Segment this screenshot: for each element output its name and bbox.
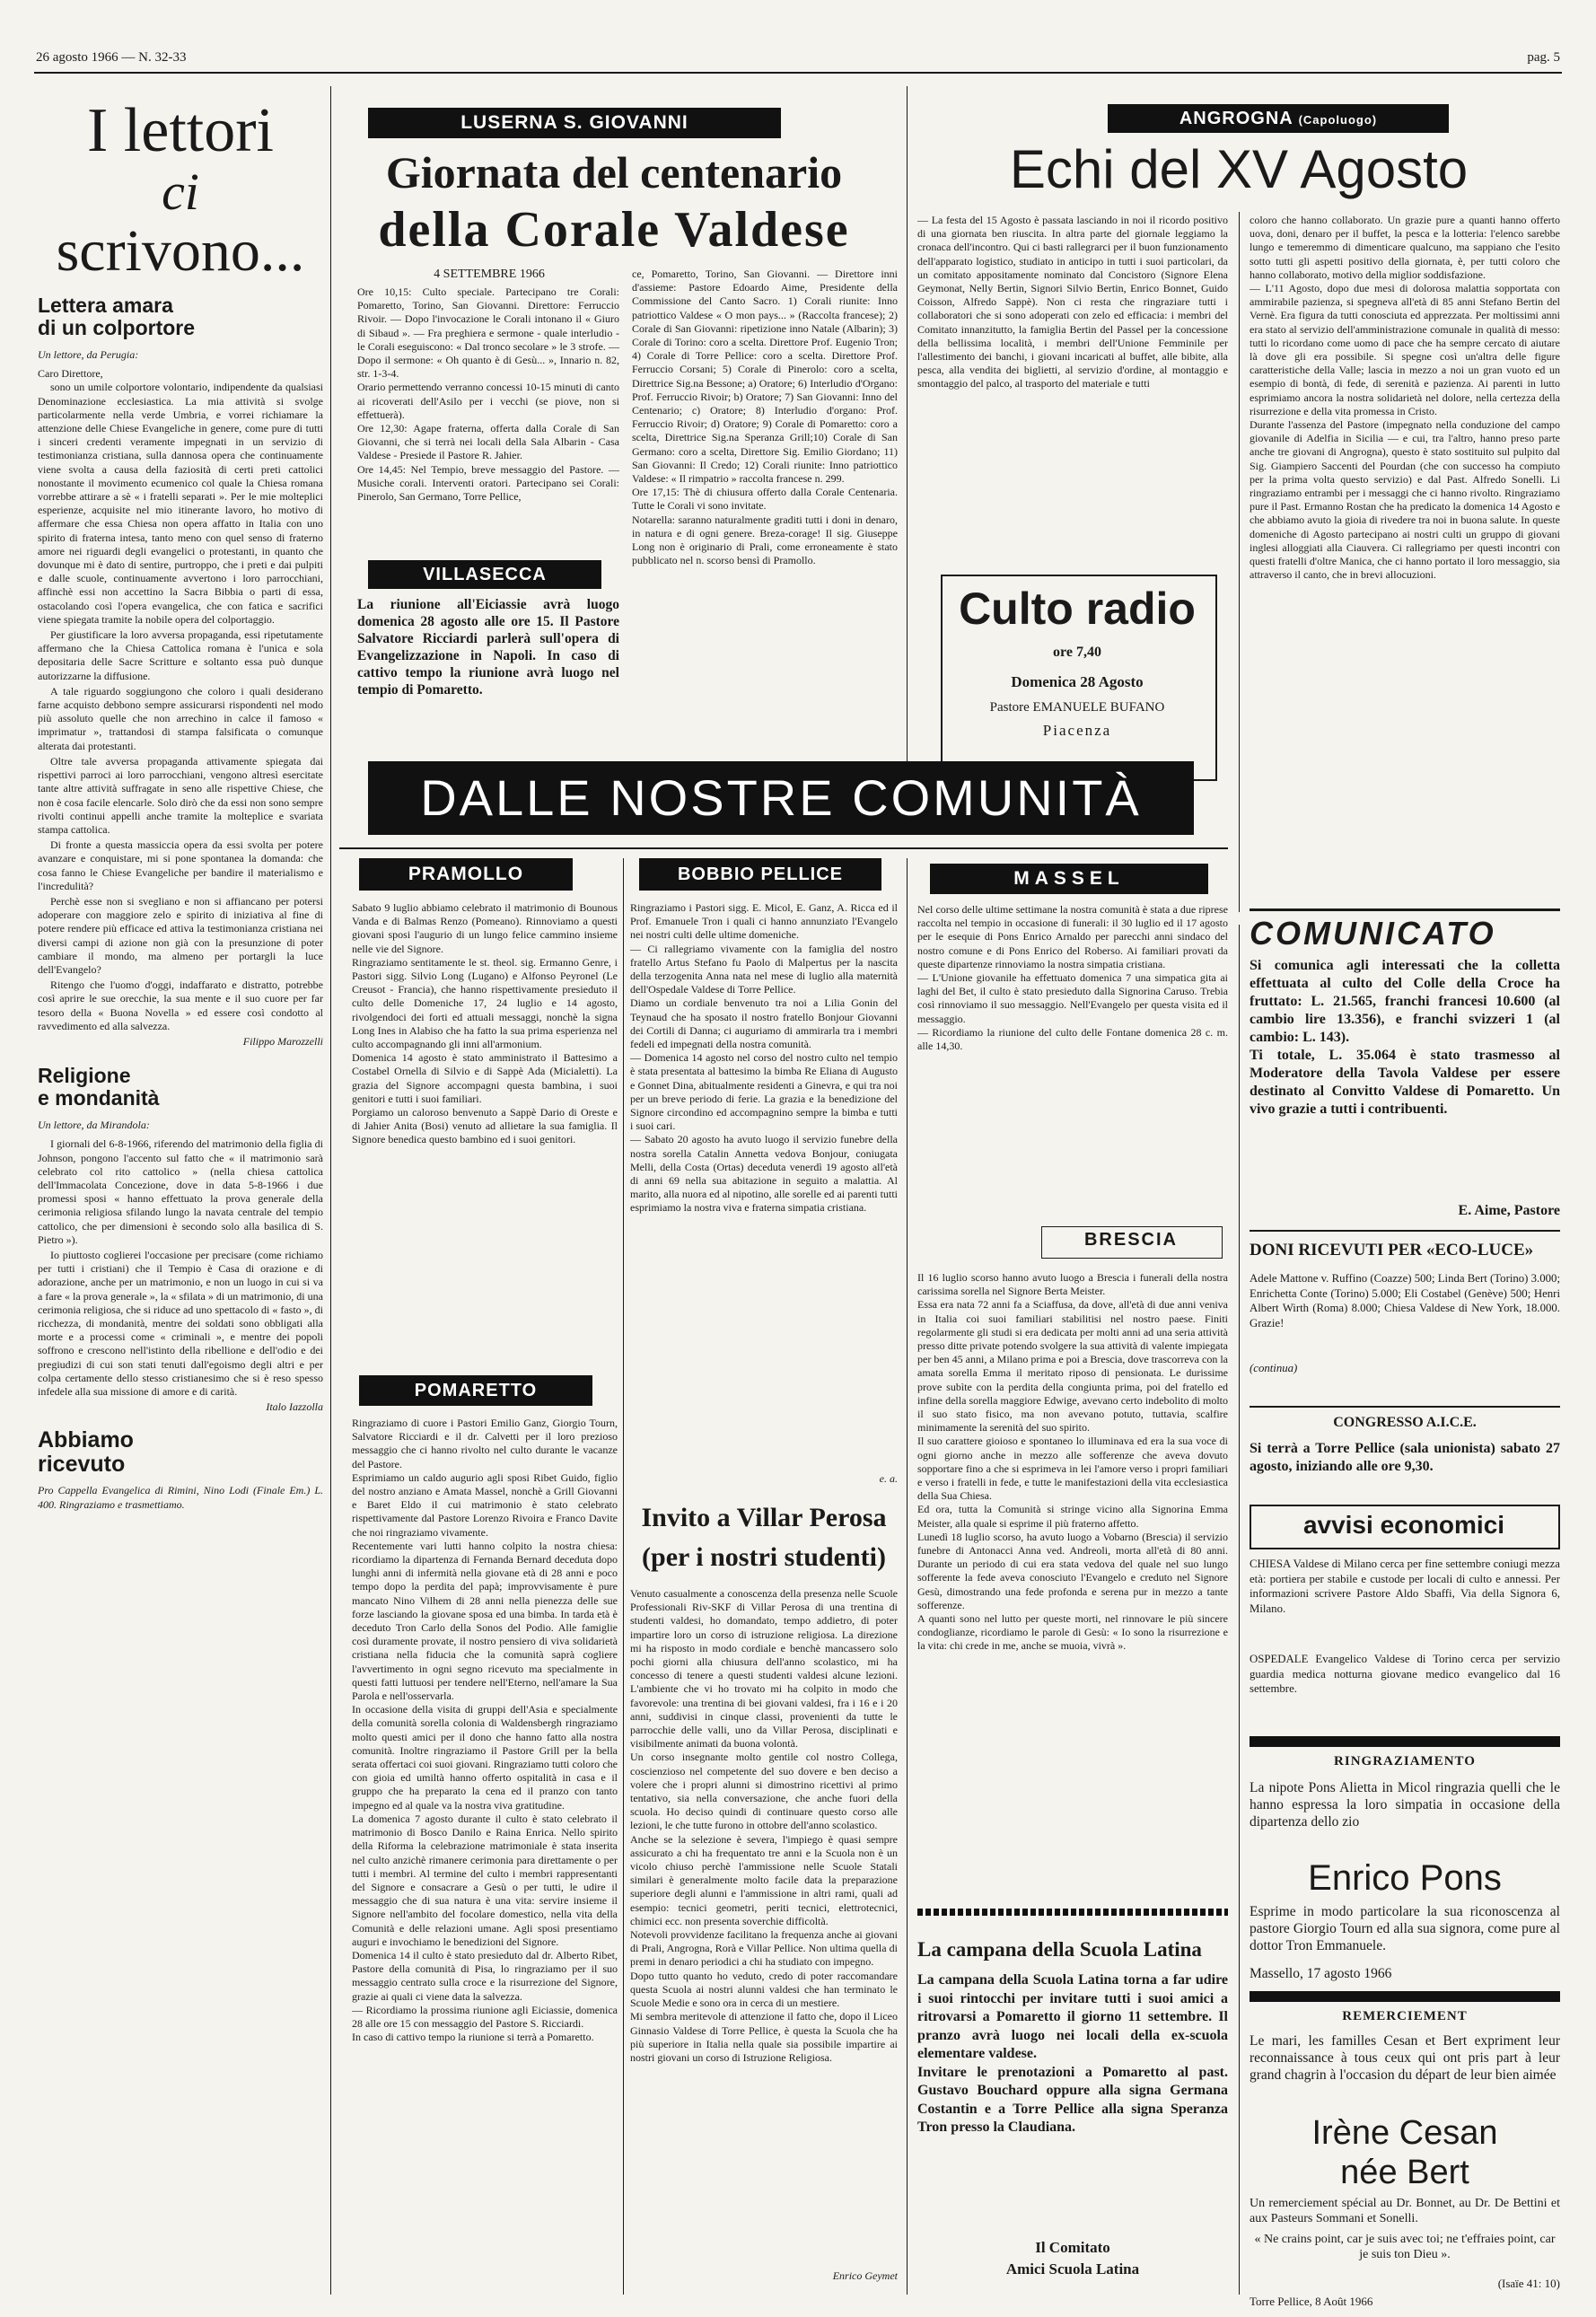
letter1-heading-1: Lettera amara	[38, 294, 173, 317]
villasecca-tag: VILLASECCA	[368, 560, 601, 589]
campana-sign-1: Il Comitato	[1035, 2239, 1110, 2256]
congresso-title: CONGRESSO A.I.C.E.	[1333, 1415, 1477, 1430]
invito-title-1: Invito a Villar Perosa	[641, 1503, 887, 1532]
letter2-body: I giornali del 6-8-1966, riferendo del matrimonio della figlia di Johnson, pongono l'accento sul fatto che « il matrimonio sarà celebrato col rito cattolico » (nella chiesa cattolica dell'Immacolata Concezione, dove in data 5-8-1966 i due promessi sposi « hanno effettuato la prova generale della cerimonia religiosa sfilando lungo la navata centrale del tempio cattolico, che per dimensioni è secondo solo alla basilica di S. Pietro »). Io piuttosto coglierei l'occasione per precisare (come richiamo per tutti i cristiani) che il Tempio è Casa di orazione e di adorazione, anche per un matrimonio, e non un luogo in cui si va a fare « la prova generale », la « sfilata » di un matrimonio, di una cerimonia religiosa, che si riduce ad uno spettacolo di « fasto », di ricchezza, di mondanità, mentre dei soldati sono obbligati alla morte e a processi come « criminali », e mentre dei popoli soffrono e crescono nell'istinto della ribellione e dell'odio e dei pregiudizi di cui son stati tenuti dall'egoismo degli altri e per colpa certamente dello stesso cristianesimo che si è reso spesso infedele alla sua missione di amore e di carità.	[38, 1137, 323, 1399]
remerciement-body-2: Un remerciement spécial au Dr. Bonnet, au Dr. De Bettini et aux Pasteurs Sommani et Sonelli.	[1250, 2197, 1560, 2225]
luserna-title-2: della Corale Valdese	[378, 202, 850, 258]
received-heading-1: Abbiamo	[38, 1427, 134, 1453]
invito-sign: Enrico Geymet	[832, 2269, 898, 2282]
avvisi-item-2: OSPEDALE Evangelico Valdese di Torino cerca per servizio guardia medica notturna giovane medico evangelico dal 16 settembre.	[1250, 1653, 1560, 1696]
letter2-heading-1: Religione	[38, 1064, 131, 1088]
letter1-body: sono un umile colportore volontario, indipendente da qualsiasi Denominazione ecclesiastica. La mia attività si svolge particolarmente nella verde Umbria, e vorrei richiamare la attenzione delle Chiese Evangeliche in genere, come pure di tutti i sinceri credenti veramente impegnati in un servizio di testimonianza cristiana, sulla dannosa opera che continuamente viene svolta a causa della faziosità di certi preti cattolici nonostante il movimento ecumenico col quale la Chiesa romana vorrebbe attirare a sè « i fratelli separati ». Per le mie molteplici esperienze, acquisite nel mio itinerante lavoro, ho motivo di affermare che essa Chiesa non opera affatto in Italia con uno spirito di fraterna intesa, tanto meno con quel senso di fraterno amore nei riguardi degli evangelici o protestanti, in quanto che dovunque mi è dato di sentire, purtroppo, che i preti e dai pulpiti e dalle scuole, continuamente avvertono i loro parrocchiani, affinchè essi non accettino la Sacra Bibbia o parti di essa, ostacolando così l'opera evangelica, che con fatica e sacrifici viene spiegata tramite la nobile opera del colportaggio. Per giustificare la loro avversa propaganda, essi ripetutamente affermano che la Chiesa Cattolica romana è l'unica e sola depositaria delle Sacre Scritture e soltanto essa può dunque autorizzarne la diffusione. A tale riguardo soggiungono che coloro i quali desiderano farne acquisto debbono sempre assicurarsi rispondenti nel modo più assoluto quelle che non arrechino in calce il famoso « imprimatur », trattandosi di stampa falsificata o comunque alterata dai protestanti. Oltre tale avversa propaganda attivamente spiegata dai rispettivi parroci ai loro parrocchiani, vengono altresì esercitate tante altre attività suffragate in seno alle rispettive Chiese, che non è cosa facile elencarle. Solo dirò che da essi non sono sempre rivolti continui appelli anche tramite la molteplice e svariata stampa cattolica. Di fronte a questa massiccia opera da essi svolta per potere avanzare e conquistare, mi si pone spontanea la domanda: che cosa fanno le Chiese Evangeliche per bandire il materialismo e l'incredulità? Perchè esse non si svegliano e non si affiancano per potersi adoperare con maggiore zelo e spirito di iniziativa al fine di potere rendere più efficace ed attiva la testimonianza cristiana nei diversi campi di azione non già con la presunzione di poter cambiare il mondo, ma almeno per portargli la luce dell'Evangelo? Ritengo che l'uomo d'oggi, indaffarato e distratto, potrebbe così aprire le sue orecchie, la sua mente e il suo cuore per far tesoro della « Buona Novella » ed essere così condotto al ravvedimento ed alla salvezza.	[38, 381, 323, 1032]
luserna-col-a: Ore 10,15: Culto speciale. Partecipano tre Corali: Pomaretto, Torino, San Giovanni. Direttore: Ferruccio Rivoir. — Dopo l'invocazione le Corali intonano il « Giuro di Sibaud ». — Fra preghiera e sermone - quale interludio - le Corali eseguiscono: « Dal tronco secolare » le 3 strofe. — Dopo il sermone: « Oh quanto è di Gesù... », Innario n. 82, str. 1-3-4. Orario permettendo verranno concessi 10-15 minuti di canto ai ricoverati dell'Asilo per i vecchi (se piove, non si effettuerà). Ore 12,30: Agape fraterna, offerta dalla Corale di San Giovanni, che si terrà nei locali della Sala Albarin - Casa Valdese - Presiede il Pastore R. Jahier. Ore 14,45: Nel Tempio, breve messaggio del Pastore. — Musiche corali. Interventi oratori. Partecipano sei Corali: Pinerolo, San Germano, Torre Pellice,	[357, 285, 619, 504]
letters-title-2: ci	[162, 162, 199, 221]
massel-tag: MASSEL	[930, 864, 1208, 894]
ringraziamento-title: RINGRAZIAMENTO	[1334, 1754, 1476, 1768]
pomaretto-tag: POMARETTO	[359, 1375, 592, 1406]
campana-sign-2: Amici Scuola Latina	[1005, 2260, 1140, 2278]
avvisi-item-1: CHIESA Valdese di Milano cerca per fine settembre coniugi mezza età: portiera per stabile e custode per locali di culto e annessi. Per informazioni scrivere Pastore Aldo Sbaffi, Via della Signora 6, Milano.	[1250, 1558, 1560, 1615]
comunicato-body: Si comunica agli interessati che la colletta effettuata al culto del Colle della Croce ha fruttato: L. 21.565, franchi francesi 10.600 (al cambio lire 13.356), e franchi svizzeri 1 (al cambio: L. 143). Ti totale, L. 35.064 è stato trasmesso al Moderatore della Tavola Valdese per essere destinato al Convitto Valdese di Pomaretto. Un vivo grazie a tutti i contribuenti.	[1250, 958, 1560, 1117]
angrogna-title: Echi del XV Agosto	[1009, 139, 1469, 199]
letter1-from: Un lettore, da Perugia:	[38, 348, 139, 361]
remerciement-quote: « Ne crains point, car je suis avec toi; ne t'effraies point, car je suis ton Dieu ».	[1254, 2233, 1556, 2261]
letter1-signature: Filippo Marozzelli	[242, 1034, 323, 1048]
bobbio-tag: BOBBIO PELLICE	[639, 858, 881, 891]
angrogna-col-b: coloro che hanno collaborato. Un grazie pure a quanti hanno offerto uova, doni, denaro per il buffet, la pesca e la lotteria: l'elenco sarebbe lungo e temeremmo di dimenticare qualcuno, ma sappiano che l'esito sotto tutti gli aspetti positivo della giornata, è, per tutti coloro che hanno collaborato, motivo della miglior soddisfazione. — L'11 Agosto, dopo due mesi di dolorosa malattia sopportata con ammirabile pazienza, si spegneva all'età di 85 anni Stefano Bertin del Vernè. Era figura da tutti conosciuta ed apprezzata. Per moltissimi anni era stato al servizio dell'amministrazione comunale in qualità di messo: tutti lo ricordano come uomo di pace che ha sempre cercato di aiutare là dove gli era possibile. Si spegne così un'altra delle figure caratteristiche della Valle; lascia in mezzo a noi un gran vuoto ed un esempio di bontà, di fede, di serenità e pazienza. Ai parenti in lutto esprimiamo ancora la nostra solidarietà nel dolore, nella certezza della risurrezione e della vita promessa in Cristo. Durante l'assenza del Pastore (impegnato nella conduzione del campo giovanile di Adelfia in Sicilia — e cui, tra l'altro, hanno preso parte anche tre giovani di Angrogna), questo è stato sostituito sul pulpito dal Sig. Giampiero Saccenti del Pourdan (che con successo ha compiuto per la prima volta questo servizio) e dal Past. Alfredo Sonelli. Li ringraziamo entrambi per i messaggi che ci hanno rivolto. Ringraziamo pure il Past. Ermanno Rostan che ha predicato la domenica 14 Agosto e che abbiamo avuto la gioia di rivedere tra noi in buona salute. In queste domeniche di Agosto partecipano ai nostri culti un gruppo di giovani inglesi alloggiati alla Ciauvera. Ci rallegriamo per questi incontri con questi fratelli d'oltre Manica, che ci hanno portato il loro messaggio, sia attraverso il canto, che in brevi allocuzioni.	[1250, 214, 1560, 582]
remerciement-name-2: née Bert	[1340, 2154, 1469, 2191]
congresso-body: Si terrà a Torre Pellice (sala unionista) sabato 27 agosto, iniziando alle ore 9,30.	[1250, 1441, 1560, 1474]
pramollo-tag: PRAMOLLO	[359, 858, 573, 891]
angrogna-tag-text: ANGROGNA	[1179, 109, 1293, 128]
doni-body: Adele Mattone v. Ruffino (Coazze) 500; Linda Bert (Torino) 3.000; Enrichetta Conte (Torino) 5.000; Eli Costabel (Genève) 500; Henri Albert Wirth (Roma) 8.000; Chiesa Valdese di New York, 18.000. Grazie!	[1250, 1272, 1560, 1330]
comunicato-title: COMUNICATO	[1250, 915, 1496, 952]
angrogna-col-a: — La festa del 15 Agosto è passata lasciando in noi il ricordo positivo di una giornata ben riuscita. In altra parte del giornale leggiamo la cronaca dell'incontro. Qui ci basti rallegrarci per il buon funzionamento dell'apparato logistico, studiato in anticipo in tutti i suoi particolari, da un comitato appositamente nominato dal Concistoro (Signore Elena Geymonat, Nelly Bertin, Signori Silvio Bertin, Enrico Bonnet, Guido Coisson, Alfredo Sappè). Non ci resta che ringraziare tutti i collaboratori che si sono adoperati con zelo ed efficacia: i membri del Comitato innanzitutto, la famiglia Bertin del Passel per la concessione della bellissima località, i membri dell'Unione Femminile per l'allestimento dei banchi, i giovani incaricati al buffet, alle bibite, alla pesca, alla vendita dei biglietti, al servizio d'ordine, al montaggio e smontaggio del palco, al trasporto del materiale e tutti	[917, 214, 1228, 391]
luserna-tag: LUSERNA S. GIOVANNI	[368, 108, 781, 138]
column-divider	[330, 86, 331, 2295]
pramollo-body: Sabato 9 luglio abbiamo celebrato il matrimonio di Bounous Vanda e di Balmas Renzo (Pomeano). Rinnoviamo a questi giovani sposi l'augurio di un lungo felice cammino insieme nelle vie del Signore. Ringraziamo sentitamente le st. theol. sig. Ermanno Genre, i Pastori sigg. Silvio Long (Lugano) e Alfonso Peyronel (Le Creusot - Francia), che hanno rispettivamente presieduto il culto delle Domeniche 17, 24 luglio e 14 agosto, rivolgendoci dei forti ed attuali messaggi, nonchè la signa Long Ines in Alabiso che ha fatto la sua prima esperienza nel culto accompagnando gli inni all'armonium. Domenica 14 agosto è stato amministrato il Battesimo a Costabel Ornella di Silvio e di Sappè Ada (Micialetti). La grazia del Signore accompagni questa bambina, i suoi genitori e tutti i suoi familiari. Porgiamo un caloroso benvenuto a Sappè Dario di Oreste e di Jahier Anita (Bosi) venuto ad allietare la sua famiglia. Il Signore benedica questo bambino ed i suoi genitori.	[352, 901, 618, 1146]
luserna-title-1: Giornata del centenario	[385, 147, 843, 197]
doni-cont: (continua)	[1250, 1362, 1298, 1374]
invito-title-2: (per i nostri studenti)	[642, 1542, 886, 1572]
column-divider	[1239, 925, 1240, 2295]
received-heading-2: ricevuto	[38, 1452, 126, 1478]
villasecca-body: La riunione all'Eiciassie avrà luogo domenica 28 agosto alle ore 15. Il Pastore Salvatore Ricciardi parlerà sull'opera di Evangelizzazione in Napoli. In caso di cattivo tempo la riunione avrà luogo nel tempio di Pomaretto.	[357, 597, 619, 698]
massel-body: Nel corso delle ultime settimane la nostra comunità è stata a due riprese raccolta nel tempio in occasione di funerali: il 30 luglio ed il 17 agosto per le esequie di Pons Enrico Arnaldo per parecchi anni sindaco del nostro comune e di Pons Enrico del Roberso. Ai familiari provati da queste dipartenze rinnoviamo la nostra simpatia cristiana. — L'Unione giovanile ha effettuato domenica 7 una simpatica gita ai laghi del Bet, il culto è stato presieduto dalla Signorina Caruso. Trebia così rinnoviamo il suo messaggio. Nell'Evangelo per questa visita ed il messaggio. — Ricordiamo la riunione del culto delle Fontane domenica 28 c. m. alle 14,30.	[917, 903, 1228, 1053]
culto-radio-title: Culto radio	[959, 584, 1196, 634]
letters-title-1: I lettori	[87, 97, 274, 165]
brescia-tag: BRESCIA	[1083, 1230, 1178, 1250]
remerciement-place: Torre Pellice, 8 Août 1966	[1250, 2295, 1373, 2308]
comunicato-rule	[1250, 908, 1560, 911]
congresso-rule	[1250, 1406, 1560, 1408]
remerciement-body: Le mari, les familles Cesan et Bert expriment leur reconnaissance à tous ceux qui ont pris part à leur grand chagrin à l'occasion du départ de leur bien aimée	[1250, 2033, 1560, 2083]
column-divider	[907, 858, 908, 2295]
luserna-dateline: 4 SETTEMBRE 1966	[434, 268, 545, 281]
column-divider	[907, 86, 908, 768]
campana-rule	[917, 1909, 1228, 1916]
comunicato-sign: E. Aime, Pastore	[1458, 1203, 1560, 1218]
letter1-salute: Caro Direttore,	[38, 367, 103, 381]
culto-radio-city: Piacenza	[1042, 722, 1112, 739]
culto-radio-date: Domenica 28 Agosto	[1011, 673, 1144, 690]
column-divider	[1239, 212, 1240, 912]
divider-bar	[1250, 1736, 1560, 1747]
pomaretto-body: Ringraziamo di cuore i Pastori Emilio Ganz, Giorgio Tourn, Salvatore Ricciardi e il dr. Calvetti per il loro prezioso messaggio che ci hanno rivolto nel culto durante le vacanze del Pastore. Esprimiamo un caldo augurio agli sposi Ribet Guido, figlio del nostro anziano e Amata Massel, nonchè a Grill Giovanni e Baret Eldo il cui matrimonio è stato celebrato rispettivamente dal Pastore Lorenzo Rivoira e Franco Davite che noi ringraziamo vivamente. Recentemente vari lutti hanno colpito la nostra chiesa: ricordiamo la dipartenza di Fernanda Bernard deceduta dopo lunghi anni di infermità nella giovane età di 28 anni e poco tempo dopo la perdita del papà; improvvisamente è pure mancato Nino Vilhem di 28 anni nella pienezza delle sue forze lasciando la giovane sposa ed una bimba. In tarda età è deceduto Tron Carlo della Sonos del Podio. Alle famiglie così duramente provate, il nostro pensiero di viva solidarietà cristiana nella fiducia che la comunità saprà cogliere l'avvertimento in ogni segno ricevuto ma specialmente in questi fatti luttuosi per tendere nell'Eterno, nell'amare la Sua Parola e nell'osservarla. In occasione della visita di gruppi dell'Asia e specialmente della comunità sorella colonia di Waldensbergh ringraziamo molto questi amici per il dono che hanno fatto alla nostra comunità. Inoltre ringraziamo il Pastore Grill per la bella serata offertaci coi suoi giovani. Ringraziamo tutti coloro che con gioia ed umiltà hanno offerto ospitalità in casa e il gruppo che ha preparato la cena ed il pranzo con tanto impegno ed al quale va la nostra viva gratitudine. La domenica 7 agosto durante il culto è stato celebrato il matrimonio di Bosco Danilo e Raina Enrica. Nello spirito della Riforma la celebrazione matrimoniale è stata inserita nel culto anzichè rimanere cerimonia para direttamente o per tutti i membri. Al termine del culto i membri rappresentanti del Signore e consacrare a Gesù o per tutti, le udire il messaggio che di sua natura è una vita: servire insieme il Signore nell'ambito del focolare domestico, nella vita della Comunità e delle relazioni umane. Agli sposi presentiamo auguri e invochiamo le benedizioni del Signore. Domenica 14 il culto è stato presieduto dal dr. Alberto Ribet, Pastore della comunità di Pisa, lo ringraziamo per il suo messaggio centrato sulla croce e la risurrezione del Signore, grazie ai quali ci viene data la salvezza. — Ricordiamo la prossima riunione agli Eiciassie, domenica 28 alle ore 15 con messaggio del Pastore S. Ricciardi. In caso di cattivo tempo la riunione si terrà a Pomaretto.	[352, 1417, 618, 2044]
header-rule	[34, 72, 1562, 74]
letter2-from: Un lettore, da Mirandola:	[38, 1119, 150, 1132]
column-divider	[623, 858, 624, 2295]
doni-rule	[1250, 1230, 1560, 1232]
doni-title: DONI RICEVUTI PER «ECO-LUCE»	[1250, 1241, 1534, 1259]
letters-column	[38, 97, 323, 2296]
remerciement-title: REMERCIEMENT	[1342, 2009, 1468, 2023]
remerciement-name-1: Irène Cesan	[1311, 2114, 1498, 2152]
issue-date: 26 agosto 1966 — N. 32-33	[36, 50, 187, 65]
invito-body: Venuto casualmente a conoscenza della presenza nelle Scuole Professionali Riv-SKF di Villar Perosa di una trentina di studenti valdesi, ho domandato, tempo addietro, di poter impartire loro un corso di istruzione religiosa. La direzione mi ha risposto in modo cordiale e benchè mancassero solo pochi giorni alla chiusura dell'anno scolastico, mi ha concesso di tenere a questi studenti valdesi alcune lezioni. L'ambiente che vi ho trovato mi ha colpito in modo che favorevole: una trentina di bei giovani valdesi, fra i 16 e i 20 anni, suddivisi in cinque classi, provenienti da tutte le parrocchie delle valli, uno da Villar Perosa, disciplinati e visibilmente animati da buona volontà. Un corso insegnante molto gentile col nostro Collega, coscienzioso nel competente del suo dovere e ben deciso a volere che i propri alunni si dimostrino ricettivi al primo tentativo, sia nella conversazione, che anche fuori della scuola. Ho deciso quindi di continuare questo corso alle lezioni, le che tutte furono in ottobre dell'anno scolastico. Anche se la selezione è severa, l'impiego è quasi sempre assicurato a chi ha frequentato tre anni e la Scuola non è un vicolo chiuso perchè l'ammissione nelle Scuole Statali similari è generalmente molto facile data la preparazione superiore degli alunni e l'ammissione in altri rami, quali ad esempio: tecnici geometri, periti tecnici, elettrotecnici, chimici ecc. non presenta soverchie difficoltà. Notevoli provvidenze facilitano la frequenza anche ai giovani di Prali, Angrogna, Rorà e Villar Pellice. Non ultima quella di premi in denaro periodici a chi ha studiato con impegno. Dopo tutto quanto ho veduto, credo di poter raccomandare questa Scuola ai nostri alunni valdesi che han terminato le Scuole Medie e sono ora in cerca di un mestiere. Mi sembra meritevole di attenzione il fatto che, dopo il Liceo Ginnasio Valdese di Torre Pellice, è questa la Scuola che ha più superiore in Italia nella quale sia possibile impartire ai nostri giovani un corso di Istruzione Religiosa.	[630, 1587, 898, 2064]
culto-radio-time: ore 7,40	[1053, 645, 1101, 660]
letter2-heading-2: e mondanità	[38, 1086, 160, 1110]
bobbio-sign: e. a.	[879, 1472, 898, 1485]
campana-title: La campana della Scuola Latina	[917, 1938, 1202, 1961]
bobbio-body: Ringraziamo i Pastori sigg. E. Micol, E. Ganz, A. Ricca ed il Prof. Emanuele Tron i quali ci hanno annunziato l'Evangelo nei nostri culti delle ultime domeniche. — Ci rallegriamo vivamente con la famiglia del nostro fratello Artus Stefano fu Paolo di Malpertus per la nascita della terzogenita Anna nata nel mese di luglio alla maternità dell'Ospedale Valdese di Torre Pellice. Diamo un cordiale benvenuto tra noi a Lilia Gonin del Teynaud che ha sposato il nostro fratello Bonjour Giovanni dei Cortili di Danna; ci auguriamo di ammirarla tra i membri fedeli ed impegnati della nostra comunità. — Domenica 14 agosto nel corso del nostro culto nel tempio è stata presentata al battesimo la bimba Re Eliana di Augusto e Gonnet Dina, abitualmente residenti a Ginevra, e qui tra noi per un breve periodo di ferie. La grazia e la benedizione del Signore circondino ed accompagnino sempre la bimba e tutti i suoi cari. — Sabato 20 agosto ha avuto luogo il servizio funebre della nostra sorella Catalin Annetta vedova Bonjour, coniugata Melli, della Costa (Ortas) deceduta venerdì 19 agosto all'età di anni 69 nella sua abitazione in seguito a malattia. Al marito, alla nuora ed al nipotino, alle sorelle ed ai parenti tutti esprimiamo la nostra viva e fraterna simpatia cristiana.	[630, 901, 898, 1215]
luserna-col-b: ce, Pomaretto, Torino, San Giovanni. — Direttore inni d'assieme: Pastore Edoardo Aime, Presidente della Commissione del Canto Sacro. 1) Corali riunite: Inno patriottico Valdese « O mon pays... » (Raccolta francese); 2) Corale di San Giovanni: ripetizione inno Natale (Albarin); 3) Corale di Torino: coro a scelta. Direttore Prof. Eugenio Tron; 4) Corale di Torre Pellice: coro a scelta. Direttore Prof. Ferruccio Corsani; 5) Corale di Pinerolo: coro a scelta, Direttrice Sig.na Bessone; a) Oratore; 6) Interludio d'Organo: Prof. Ferruccio Rivoir; b) Oratore; 7) San Giovanni: Inno del Centenario; c) Oratore; 8) Interludio d'organo: Prof. Ferruccio Rivoir; d) Oratore; 9) Corale di Pomaretto: coro a scelta, Direttrice Sig.na Speranza Grill;10) Corale di San Germano: coro a scelta, Direttore Sig. Emilio Giordano; 11) San Giovanni: Il Credo; 12) Corali riunite: Inno patriottico Valdese: « Il rimpatrio » raccolta francese n. 299. Ore 17,15: Thè di chiusura offerto dalla Corale Centenaria. Tutte le Corali vi sono invitate. Notarella: saranno naturalmente graditi tutti i doni in denaro, in natura e di ogni genere. Breza-corage! Il sig. Giuseppe Long non è originario di Prali, come erroneamente è stato pubblicato nel n. scorso bensì di Pramollo.	[632, 268, 898, 567]
received-body: Pro Cappella Evangelica di Rimini, Nino Lodi (Finale Em.) L. 400. Ringraziamo e trasmettiamo.	[38, 1484, 323, 1511]
divider-bar	[1250, 1991, 1560, 2002]
letters-title-3: scrivono...	[56, 218, 305, 284]
ringraziamento-place: Massello, 17 agosto 1966	[1250, 1966, 1392, 1981]
culto-radio-pastor: Pastore EMANUELE BUFANO	[989, 700, 1165, 715]
letter2-signature: Italo Iazzolla	[266, 1400, 323, 1414]
banner-rule	[339, 847, 1228, 849]
letter1-heading-2: di un colportore	[38, 316, 196, 339]
ringraziamento-name: Enrico Pons	[1308, 1858, 1502, 1898]
avvisi-title: avvisi economici	[1302, 1511, 1505, 1539]
campana-body: La campana della Scuola Latina torna a far udire i suoi rintocchi per invitare tutti i suoi amici a ritrovarsi a Pomaretto il giorno 11 settembre. Il pranzo avrà luogo nei locali della ex-scuola elementare valdese. Invitare le prenotazioni a Pomaretto al past. Gustavo Bouchard oppure alla signa Germana Costantin e a Torre Pellice alla signa Speranza Tron presso la Claudiana.	[917, 1972, 1228, 2135]
angrogna-tag	[1108, 104, 1449, 133]
brescia-body: Il 16 luglio scorso hanno avuto luogo a Brescia i funerali della nostra carissima sorella nel Signore Berta Meister. Essa era nata 72 anni fa a Sciaffusa, da dove, all'età di due anni veniva in Italia coi suoi familiari stabilitisi nel nostro paese. Finiti regolarmente gli studi si era dedicata per molti anni ad una seria attività presso ditte private potendo svolgere la sua attività di valente impiegata per ben 45 anni, a Milano prima e poi a Brescia, dove trascorreva con la amata sorella Emma il meritato riposo di pensionata. Le durissime prove subìte con la perdita della congiunta prima, poi del fratello ed infine della sorella maggiore Edwige, avevano certo indebolito di molto il suo stato fisico, ma non avevano potuto, tuttavia, scalfire minimamente la serenità del suo spirito. Il suo carattere gioioso e spontaneo lo illuminava ed era la sua voce di ogni giorno anche in mezzo alle sofferenze che aveva dovuto sopportare fino a che si esprimeva in lei l'amore verso i propri familiari e verso i fratelli in fede, e tutte le manifestazioni della vita ecclesiastica della Sua Chiesa. Ed ora, tutta la Comunità si stringe vicino alla Signorina Emma Meister, alla quale si esprime il più fraterno affetto. Lunedì 18 luglio scorso, ha avuto luogo a Vobarno (Brescia) il servizio funebre di Antonacci Anna ved. Andreoli, morta all'età di 80 anni. Durante un periodo di cui era stata vedova del quale nel suo lungo sofferente la fede aveva conosciuto l'Evangelo e creduto nel Signore Gesù, dimostrando una fede profonda e serena pur in mezzo a tante sofferenze. A quanti sono nel lutto per queste morti, nel rinnovare le più sincere condoglianze, ricordiamo le parole di Gesù: « Io sono la risurrezione e la vita: chi crede in me, anche se muoia, vivrà ».	[917, 1271, 1228, 1653]
ringraziamento-body: La nipote Pons Alietta in Micol ringrazia quelli che le hanno espressa la loro simpatia in occasione della dipartenza dello zio	[1250, 1780, 1560, 1830]
remerciement-ref: (Isaïe 41: 10)	[1497, 2277, 1560, 2290]
angrogna-tag-sub: (Capoluogo)	[1298, 113, 1378, 127]
banner-title: DALLE NOSTRE COMUNITÀ	[420, 769, 1142, 826]
page-number: pag. 5	[1527, 50, 1560, 65]
ringraziamento-body-2: Esprime in modo particolare la sua riconoscenza al pastore Giorgio Tourn ed alla sua signora, come pure al dottor Tron Emmanuele.	[1250, 1904, 1560, 1953]
